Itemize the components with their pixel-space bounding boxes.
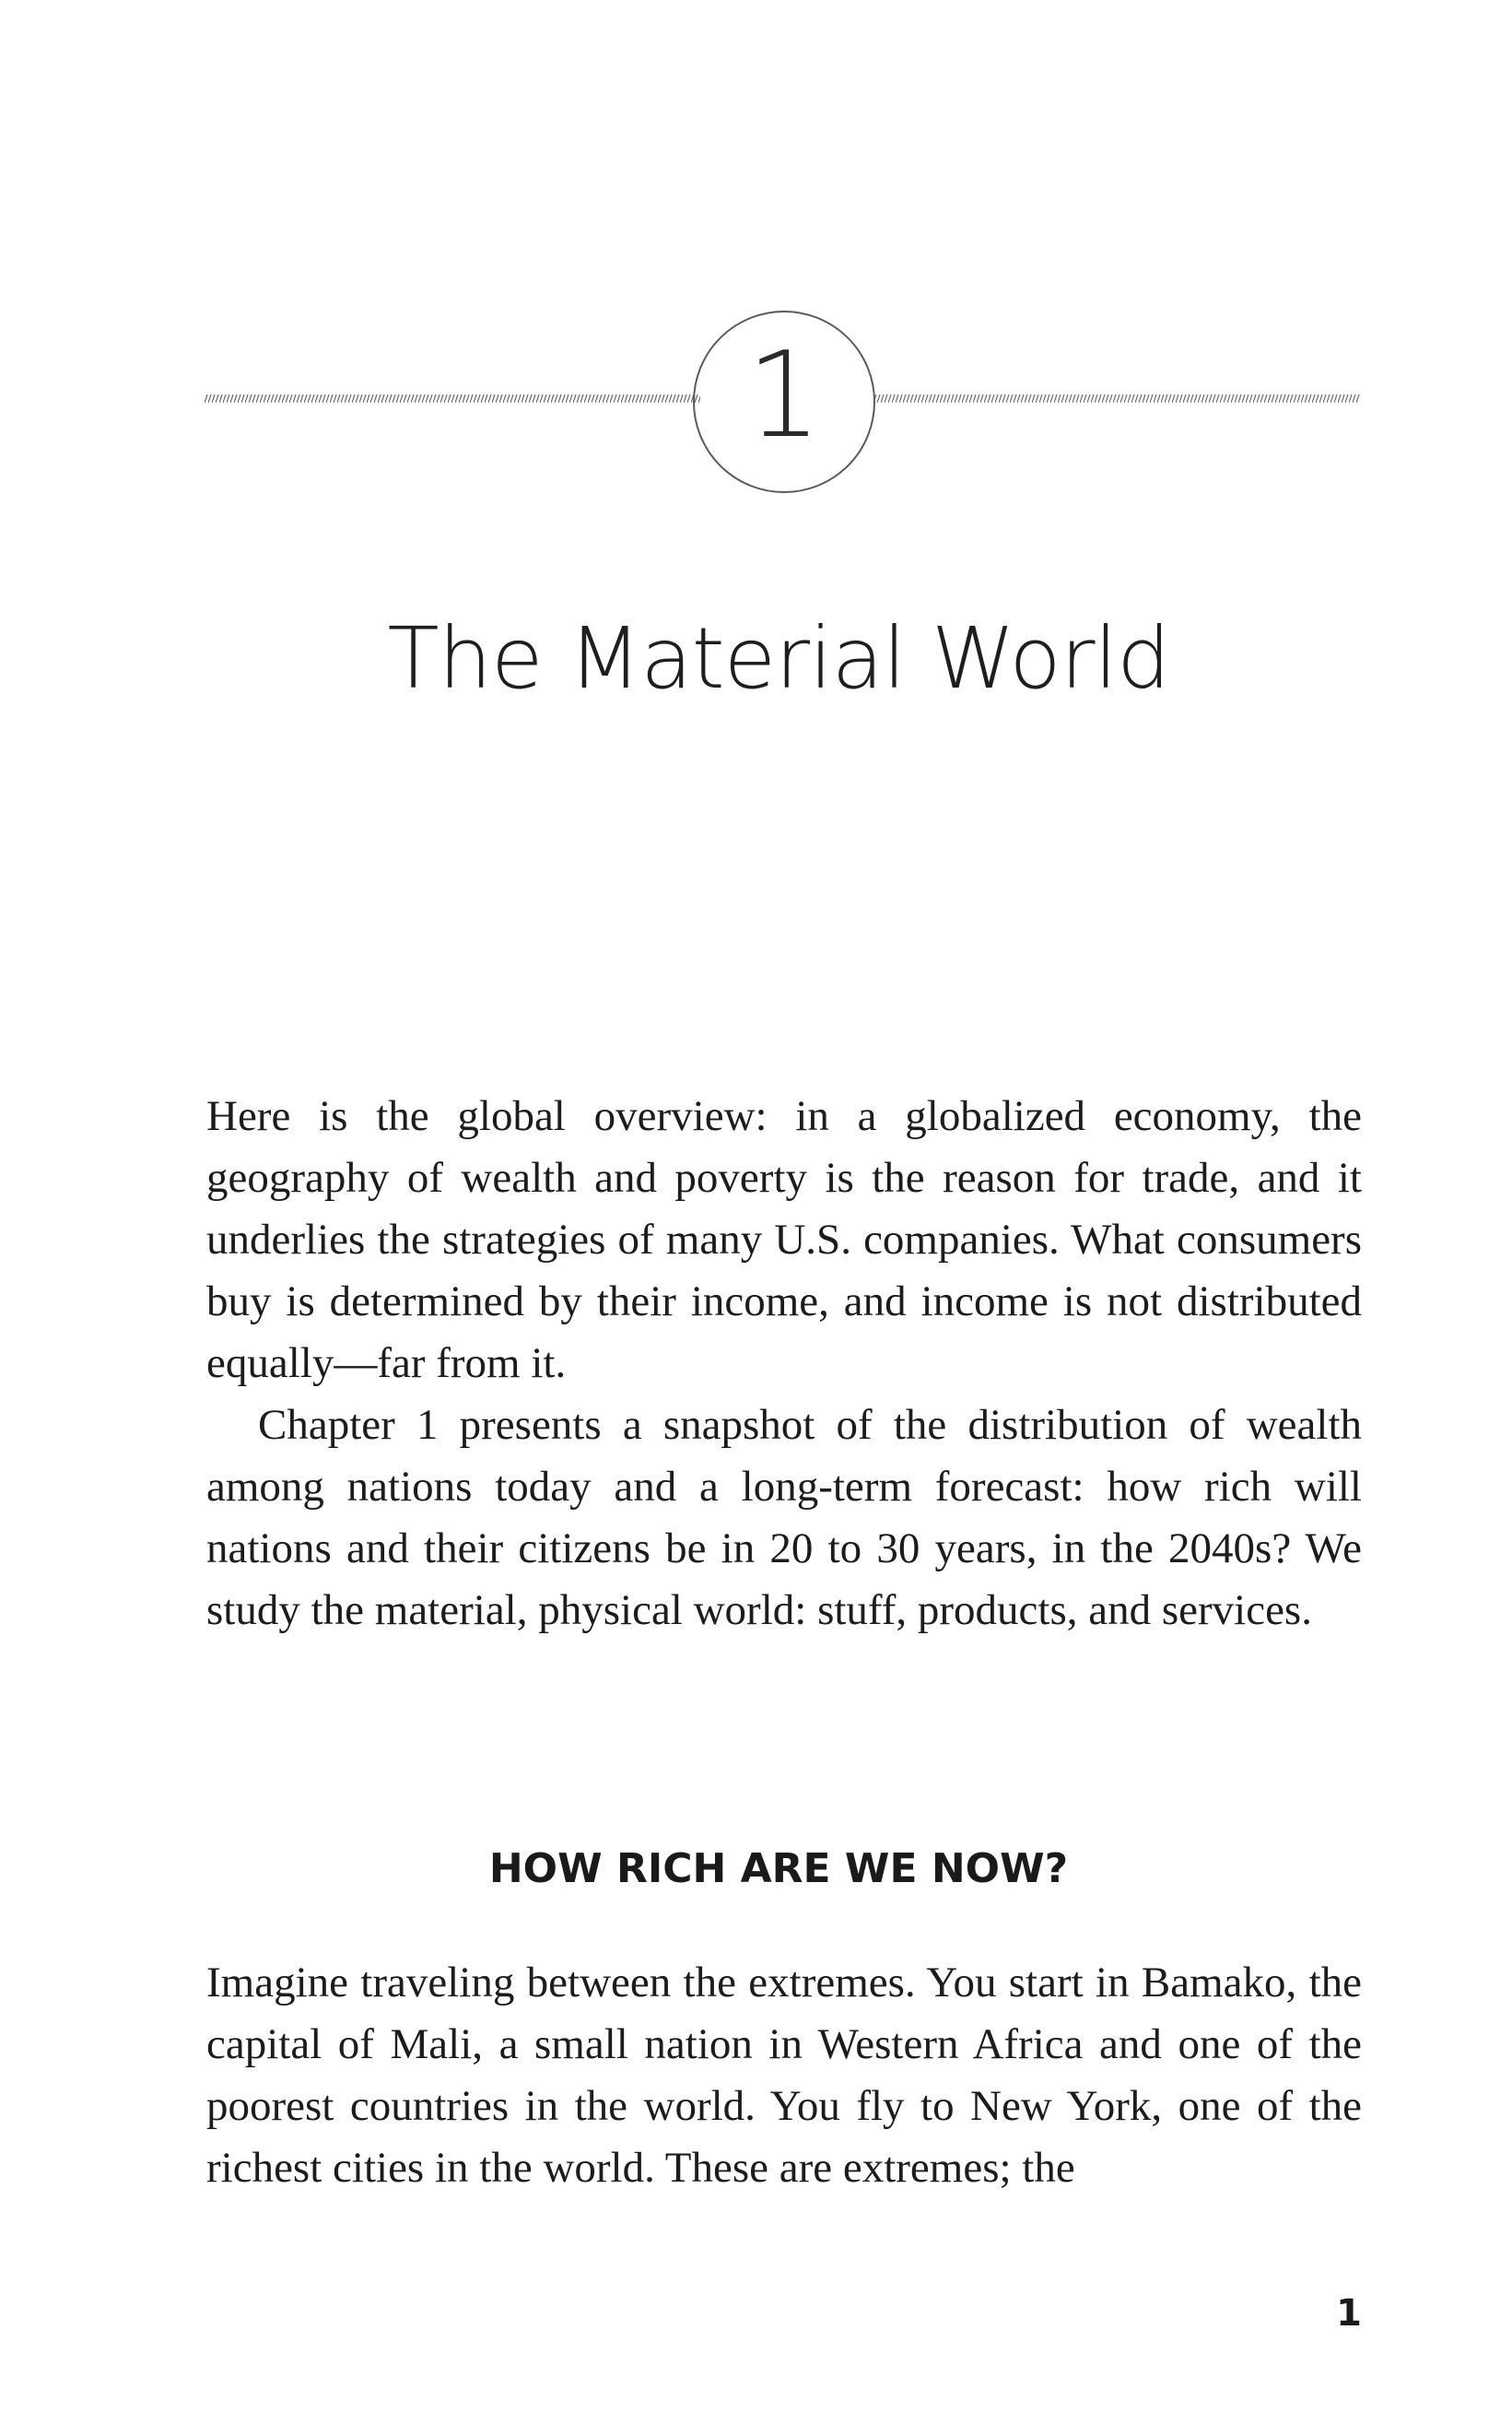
section-heading: HOW RICH ARE WE NOW? [488,1845,1069,1892]
intro-text [206,1086,1362,1641]
intro-paragraph: Chapter 1 presents a snapshot of the distribution of wealth among nations today and a long-term forecast: how rich will nations and their citizens be in 20 to 30 years, in the 2040s? We study the material, physical world: stuff, products, and services. [206,1401,1362,1634]
chapter-title: The Material World [387,609,1170,708]
chapter-ornament [0,0,1512,516]
intro-paragraph: Here is the global overview: in a globalized economy, the geography of wealth and poverty is the reason for trade, and it underlies the strategies of many U.S. companies. What consumers buy is determined by their income, and income is not distributed equally—far from it. [206,1092,1362,1387]
section-paragraph: Imagine traveling between the extremes. You start in Bamako, the capital of Mali, a small nation in Western Africa and one of the poorest countries in the world. You fly to New York, one of the richest cities in the world. These are extremes; the [206,1959,1362,2192]
page-number: 1 [1336,2292,1362,2335]
chapter-number: 1 [746,327,822,465]
section-text [206,1952,1362,2199]
chapter-rule-left [205,394,700,403]
chapter-rule-right [873,394,1360,403]
